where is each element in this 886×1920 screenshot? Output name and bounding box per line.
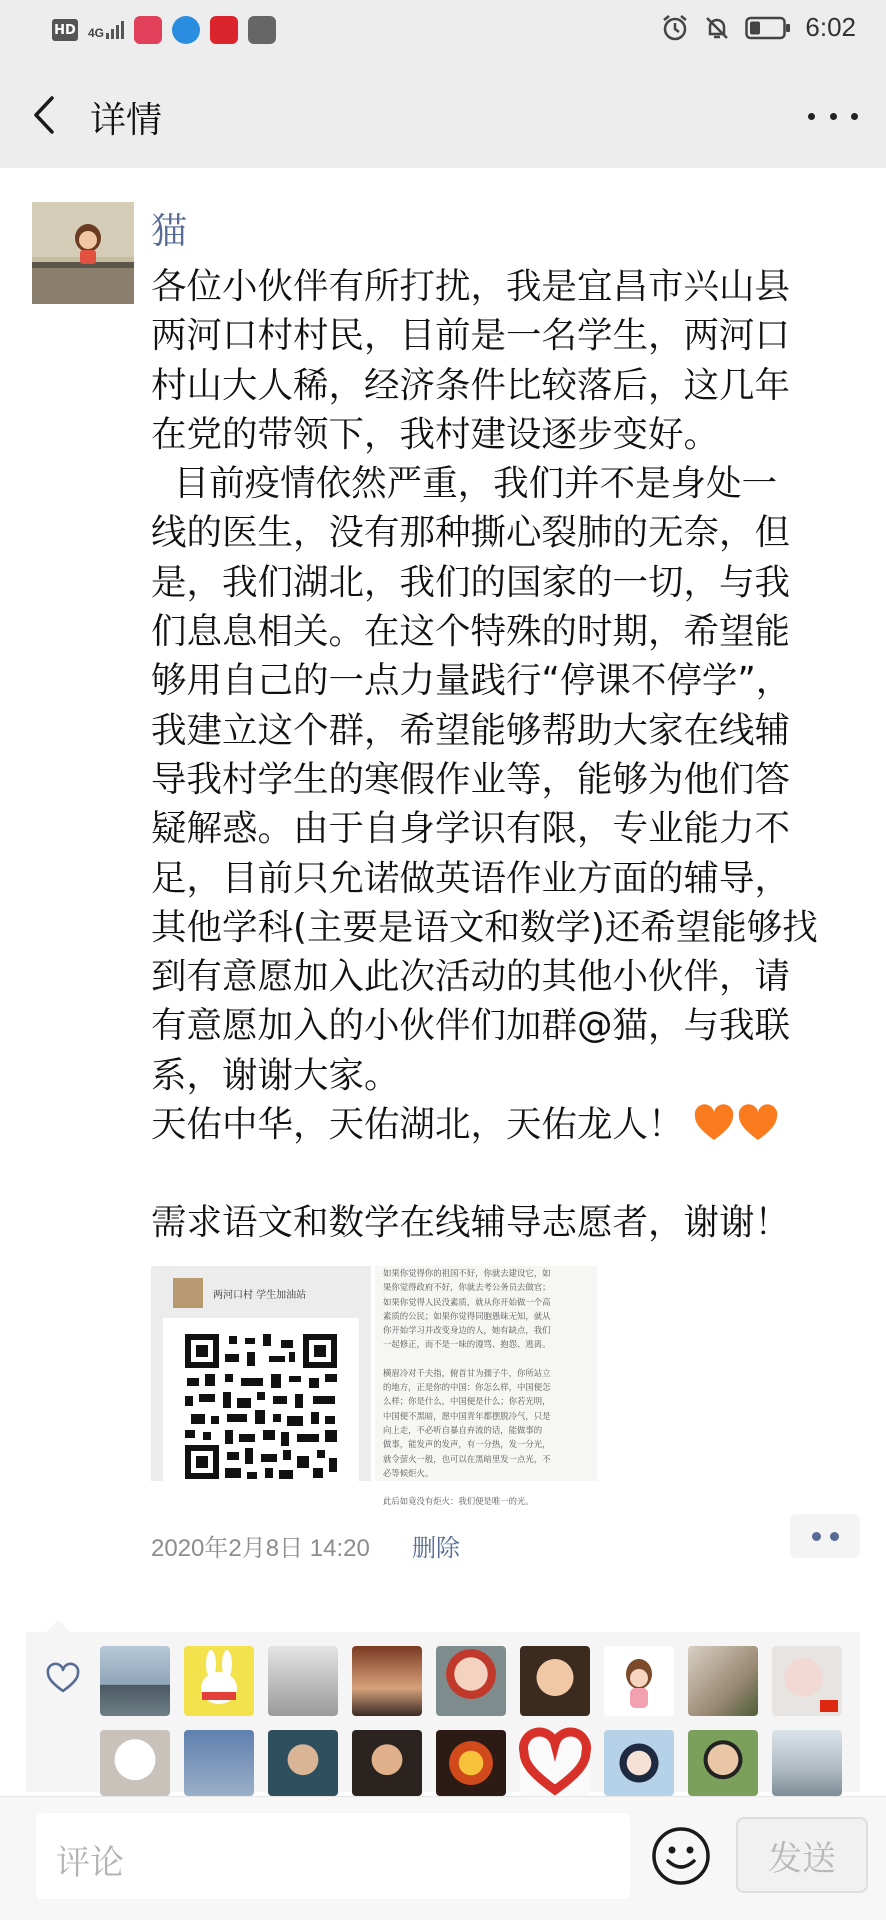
post-line: 足，目前只允诺做英语作业方面的辅导， [151, 857, 791, 899]
liker-avatar[interactable] [184, 1730, 254, 1796]
post-line: 各位小伙伴有所打扰，我是宜昌市兴山县 [151, 266, 791, 307]
liker-avatar[interactable] [604, 1646, 674, 1716]
signal-icon: 4G [88, 21, 124, 39]
blank-line [151, 1149, 861, 1198]
liker-avatar[interactable] [268, 1646, 338, 1716]
liker-avatar[interactable] [268, 1730, 338, 1796]
liker-avatar[interactable] [772, 1646, 842, 1716]
post-line: 两河口村村民，目前是一名学生，两河口 [151, 315, 791, 357]
app-header [0, 62, 886, 168]
orange-heart-icon [738, 1106, 778, 1142]
delete-button[interactable]: 删除 [412, 1534, 460, 1562]
browser-notification-icon [172, 16, 200, 44]
liker-avatar[interactable] [520, 1730, 590, 1796]
post-line: 目前疫情依然严重，我们并不是身处一 [151, 463, 778, 505]
post-line: 是，我们湖北，我们的国家的一切，与我 [151, 561, 791, 603]
qr-code [185, 1334, 337, 1479]
post-line: 疑解惑。由于自身学识有限，专业能力不 [151, 808, 791, 850]
page-title: 详情 [90, 100, 163, 141]
like-heart-icon [46, 1664, 80, 1694]
liker-avatar[interactable] [772, 1730, 842, 1796]
comment-bar [0, 1796, 886, 1920]
back-arrow-icon[interactable] [26, 90, 66, 140]
qr-code-image[interactable] [151, 1266, 371, 1481]
hand-notification-icon [248, 16, 276, 44]
post-text [151, 262, 861, 1248]
screenshot-text: 如果你觉得你的祖国不好，你就去建设它，如 果你觉得政府不好，你就去考公务员去做官； 如果你觉得人民没素质，就从你开始做一个高 素质的公民；如果你觉得同胞愚昧无知，就从 你开始学习并改变身边的人，她有缺点，我们 一起修正，而不是一味的谩骂、抱怨、逃离。 横眉冷对千夫指，俯首甘为孺子牛，你所站立 的地方，正是你的中国：你怎么样，中国便怎 么样；你是什么，中国便是什么；你若光明， 中国便不黑暗，愿中国青年都摆脱冷气，只是 向上走，不必听自暴自弃流的话，能做事的 做事，能发声的发声，有一分热，发一分光， 就令萤火一般，也可以在黑暗里发一点光，不 必等候炬火。 此后如竟没有炬火：我们便是唯一的光。 [383, 1268, 551, 1507]
post-line: 我建立这个群，希望能够帮助大家在线辅 [151, 709, 791, 751]
liker-avatar[interactable] [520, 1646, 590, 1716]
alarm-icon [661, 14, 689, 42]
clock: 6:02 [805, 12, 856, 42]
liker-avatar[interactable] [688, 1730, 758, 1796]
post-line: 们息息相关。在这个特殊的时期，希望能 [151, 611, 791, 653]
liker-avatar[interactable] [436, 1730, 506, 1796]
orange-heart-icon [694, 1106, 734, 1142]
qr-group-name: 两河口村 学生加油站 [213, 1290, 307, 1301]
orange-heart-icons [694, 1106, 778, 1142]
liker-avatar[interactable] [100, 1646, 170, 1716]
comment-placeholder: 评论 [56, 1843, 124, 1883]
post-line: 系，谢谢大家。 [151, 1054, 400, 1096]
author-avatar[interactable] [32, 202, 134, 304]
huawei-notification-icon [210, 16, 238, 44]
liker-avatar[interactable] [604, 1730, 674, 1796]
like-comment-menu-button[interactable] [790, 1514, 860, 1558]
comment-input[interactable] [36, 1813, 630, 1899]
emoji-icon[interactable] [650, 1825, 712, 1887]
battery-icon [745, 15, 791, 41]
liker-avatar[interactable] [688, 1646, 758, 1716]
group-avatar [173, 1278, 203, 1308]
liker-avatar[interactable] [436, 1646, 506, 1716]
request-line: 需求语文和数学在线辅导志愿者，谢谢！ [151, 1202, 791, 1244]
mute-bell-icon [703, 14, 731, 42]
post-line: 有意愿加入的小伙伴们加群@猫，与我联 [151, 1005, 791, 1047]
likes-pointer [46, 1620, 70, 1632]
post-line: 够用自己的一点力量践行“停课不停学”， [151, 660, 792, 702]
post-line: 导我村学生的寒假作业等，能够为他们答 [151, 758, 791, 800]
author-name[interactable]: 猫 [151, 211, 188, 252]
liker-avatar[interactable] [352, 1730, 422, 1796]
liker-avatar[interactable] [100, 1730, 170, 1796]
post-line: 其他学科(主要是语文和数学)还希望能够找 [151, 906, 818, 948]
liker-avatar[interactable] [352, 1646, 422, 1716]
hd-indicator: HD [52, 19, 78, 41]
send-button[interactable]: 发送 [736, 1817, 868, 1893]
text-screenshot-image[interactable] [375, 1266, 597, 1507]
post-line: 村山大人稀，经济条件比较落后，这几年 [151, 364, 791, 406]
more-options-icon[interactable] [808, 96, 858, 136]
liker-avatar[interactable] [184, 1646, 254, 1716]
post-line: 线的医生，没有那种撕心裂肺的无奈，但 [151, 512, 791, 554]
post-timestamp: 2020年2月8日 14:20 [151, 1535, 370, 1562]
app-notification-icon [134, 16, 162, 44]
post-line: 到有意愿加入此次活动的其他小伙伴，请 [151, 956, 791, 998]
blessing-line [151, 1100, 861, 1149]
post-line: 在党的带领下，我村建设逐步变好。 [151, 413, 720, 455]
status-bar [0, 0, 886, 62]
blessing-text: 天佑中华，天佑湖北，天佑龙人！ [151, 1104, 684, 1146]
